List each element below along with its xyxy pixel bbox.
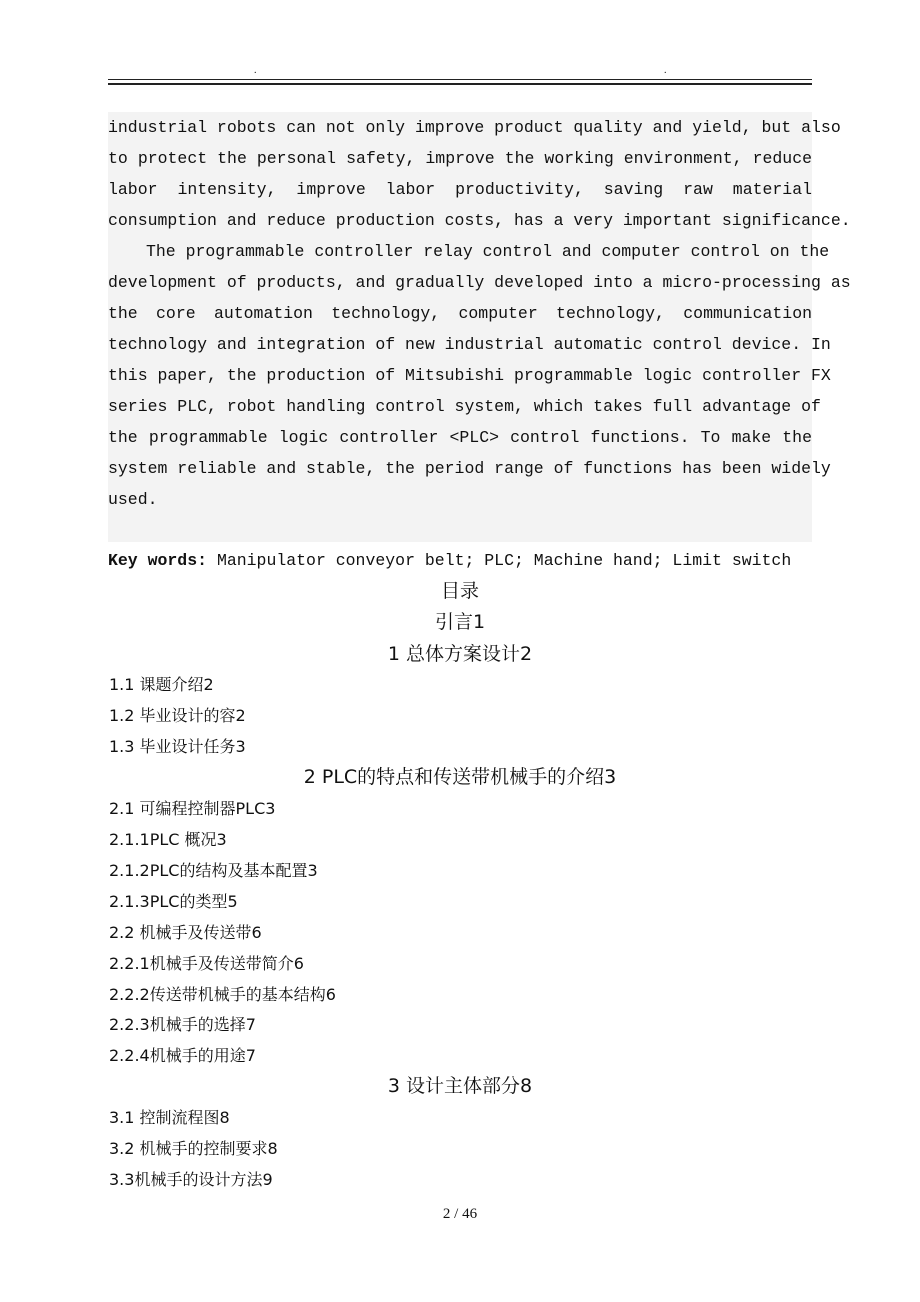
toc-item-3-1[interactable]: 3.1 控制流程图8 xyxy=(109,1108,230,1127)
abstract-line: technology and integration of new industrial automatic control device. In xyxy=(108,335,831,354)
toc-intro[interactable]: 引言1 xyxy=(434,611,486,633)
header-rule xyxy=(108,79,812,85)
toc-item-2-2[interactable]: 2.2 机械手及传送带6 xyxy=(109,923,262,942)
toc-chapter-1[interactable]: 1 总体方案设计2 xyxy=(387,643,533,665)
toc-item-2-2-2[interactable]: 2.2.2传送带机械手的基本结构6 xyxy=(109,985,336,1004)
abstract-line: the core automation technology, computer technology, communication xyxy=(108,304,812,323)
abstract-line: the programmable logic controller <PLC> control functions. To make the xyxy=(108,428,812,447)
abstract-line: consumption and reduce production costs, has a very important significance. xyxy=(108,211,851,230)
abstract-line: industrial robots can not only improve product quality and yield, but also xyxy=(108,118,841,137)
keywords-label: Key words: xyxy=(108,551,208,570)
abstract-line: series PLC, robot handling control system, which takes full advantage of xyxy=(108,397,821,416)
page-number: 2 / 46 xyxy=(442,1206,478,1222)
toc-item-1-3[interactable]: 1.3 毕业设计任务3 xyxy=(109,737,246,756)
toc-item-2-2-1[interactable]: 2.2.1机械手及传送带简介6 xyxy=(109,954,304,973)
abstract-line: to protect the personal safety, improve the working environment, reduce xyxy=(108,149,812,168)
toc-item-3-2[interactable]: 3.2 机械手的控制要求8 xyxy=(109,1139,278,1158)
toc-item-3-3[interactable]: 3.3机械手的设计方法9 xyxy=(109,1170,273,1189)
toc-item-2-1-1[interactable]: 2.1.1PLC 概况3 xyxy=(109,830,227,849)
header-dot-left: . xyxy=(254,65,257,76)
toc-item-2-2-4[interactable]: 2.2.4机械手的用途7 xyxy=(109,1046,256,1065)
toc-item-1-2[interactable]: 1.2 毕业设计的容2 xyxy=(109,706,246,725)
toc-item-2-1-3[interactable]: 2.1.3PLC的类型5 xyxy=(109,892,238,911)
abstract-line: labor intensity, improve labor productivity, saving raw material xyxy=(108,180,812,199)
abstract-line: system reliable and stable, the period range of functions has been widely xyxy=(108,459,831,478)
abstract-line: used. xyxy=(108,490,158,509)
toc-item-2-1[interactable]: 2.1 可编程控制器PLC3 xyxy=(109,799,276,818)
toc-chapter-2[interactable]: 2 PLC的特点和传送带机械手的介绍3 xyxy=(303,766,617,788)
toc-item-2-2-3[interactable]: 2.2.3机械手的选择7 xyxy=(109,1015,256,1034)
abstract-paragraph-start: The programmable controller relay control and computer control on the xyxy=(146,242,830,261)
keywords xyxy=(108,549,812,573)
toc-item-1-1[interactable]: 1.1 课题介绍2 xyxy=(109,675,214,694)
toc-item-2-1-2[interactable]: 2.1.2PLC的结构及基本配置3 xyxy=(109,861,318,880)
toc-chapter-3[interactable]: 3 设计主体部分8 xyxy=(387,1075,533,1097)
keywords-text: Manipulator conveyor belt; PLC; Machine hand; Limit switch xyxy=(216,551,792,570)
abstract-line: this paper, the production of Mitsubishi programmable logic controller FX xyxy=(108,366,831,385)
toc-title: 目录 xyxy=(440,580,479,602)
abstract-line: development of products, and gradually developed into a micro-processing as xyxy=(108,273,851,292)
header-dot-right: . xyxy=(664,65,667,76)
